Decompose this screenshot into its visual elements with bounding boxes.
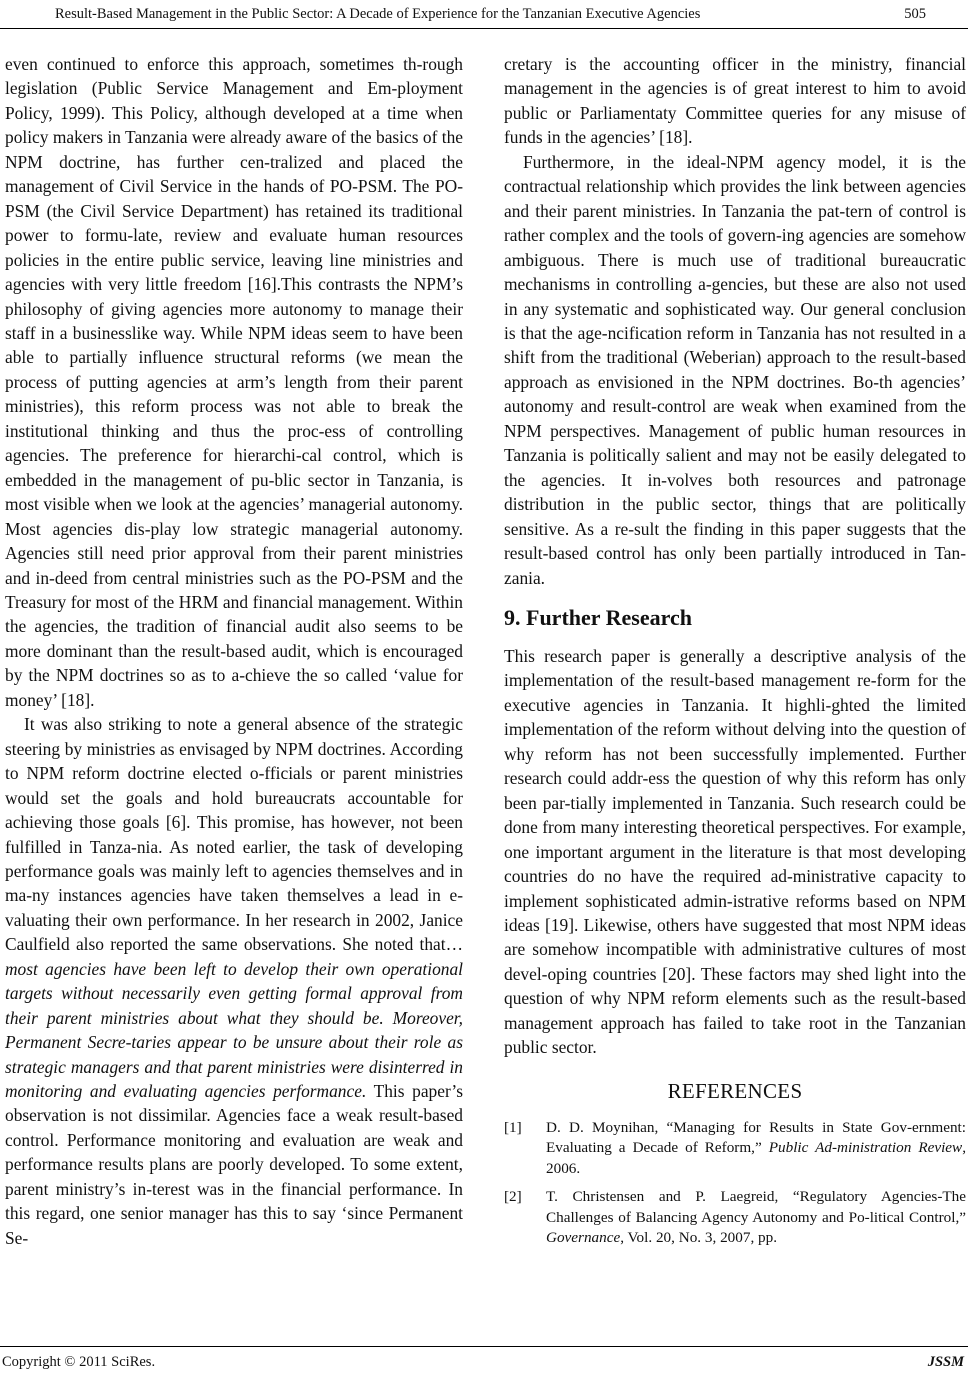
right-column	[504, 52, 966, 1257]
reference-text-part: T. Christensen and P. Laegreid, “Regulatory Agencies-The Challenges of Balancing Agency Autonomy and Po-litical Control,”	[546, 1188, 966, 1226]
reference-journal: Public Ad-ministration Review	[768, 1139, 963, 1157]
reference-text-part: , Vol. 20, No. 3, 2007, pp.	[620, 1229, 778, 1247]
paragraph-right-3: This research paper is generally a descriptive analysis of the implementation of the result-based management re-form for the executive agencies in Tanzania. It highli-ghted the limited implementation of the reform without delving into the question of why reform has not been successfully implemented. Further research could addr-ess the question of why this reform has only been par-tially implemented in Tanzania. Such research could be done from many interesting theoretical perspectives. For example, one important argument in the literature is that most developing countries do no have the required ad-ministrative capacity to implement sophisticated admin-istrative reforms based on NPM ideas [19]. Likewise, others have suggested that most NPM ideas are somehow incompatible with administrative cultures of most devel-oping countries [20]. These factors may shed light into the question of why NPM reform elements such as the result-based management approach has failed to take root in the Tanzanian public sector.	[504, 645, 966, 1058]
copyright-notice: Copyright © 2011 SciRes.	[2, 1354, 156, 1370]
reference-text	[546, 1118, 966, 1180]
paragraph-text: It was also striking to note a general absence of the strategic steering by ministries as envisaged by NPM doctrines. According to NPM reform doctrine elected o-fficials or parent ministries would set the goals and hold bureaucrats accountable for achieving those goals [6]. This promise, has however, not been fulfilled in Tanza-nia. As noted earlier, the task of developing performance goals was mainly left to agencies themselves and in ma-ny instances agencies have taken themselves a lead in e-valuating their own performance. In her research in 2002, Janice Caulfield also reported the same observations. She noted that…	[5, 714, 463, 955]
header-rule	[0, 28, 968, 29]
journal-abbreviation: JSSM	[927, 1354, 964, 1370]
caulfield-quote: most agencies have been left to develop their own operational targets without necessarily even getting formal approval from their parent ministries about what they should be. Moreover, Permanent Secre-taries appear to be unsure about their role as strategic managers and that parent ministries were disinterred in monitoring and evaluating agencies performance.	[5, 958, 463, 1102]
left-column	[5, 52, 463, 1250]
paragraph-right-2: Furthermore, in the ideal-NPM agency model, it is the contractual relationship which provides the link between agencies and their parent ministries. In Tanzania the pat-tern of control is rather complex and the tools of govern-ing agencies are somehow ambiguous. There is much use of traditional bureaucratic mechanisms in controlling a-gencies, but these are also not used in any systematic and sophisticated way. Our general conclusion is that the age-ncification reform in Tanzania has not resulted in a shift from the traditional (Weberian) approach to the result-based approach as envisioned in the NPM doctrines. Bo-th agencies’ autonomy and result-control are weak when examined from the NPM perspectives. Management of public human resources in Tanzania is politically salient and may not be easily delegated to the agencies. It in-volves both resources and patronage distribution in the public sector, things that are politically sensitive. As a re-sult the finding in this paper suggests that the result-based control has only been partially introduced in Tan-zania.	[504, 151, 966, 588]
reference-text-part: , 2006.	[546, 1139, 966, 1177]
reference-item	[504, 1187, 966, 1249]
page-number: 505	[904, 6, 926, 22]
paragraph-text: This paper’s observation is not dissimilar. Agencies face a weak result-based control. Performance monitoring and evaluation are weak and performance results plans are poorly developed. To some extent, parent ministry’s in-terest was in the financial performance. In this regard, one senior manager has this to say ‘since Permanent Se-	[5, 1081, 463, 1248]
reference-number: [2]	[504, 1188, 522, 1206]
paragraph-left-2	[5, 712, 463, 1250]
reference-journal: Governance	[546, 1229, 621, 1247]
section-heading: 9. Further Research	[504, 604, 692, 630]
paragraph-right-1: cretary is the accounting officer in the ministry, financial management in the agencies is of great interest to him to avoid public or Parliamentaty Committee queries for any misuse of funds in the agencies’ [18].	[504, 54, 966, 148]
reference-item	[504, 1118, 966, 1180]
reference-number: [1]	[504, 1118, 522, 1136]
reference-text	[546, 1187, 966, 1249]
running-header	[0, 0, 968, 30]
references-heading: REFERENCES	[667, 1078, 803, 1103]
paragraph-left-1: even continued to enforce this approach, sometimes th-rough legislation (Public Service Management and Em-ployment Policy, 1999). This Policy, although developed at a time when policy makers in Tanzania were already aware of the basics of the NPM doctrine, has further cen-tralized and placed the management of Civil Service in the hands of PO-PSM. The PO-PSM (the Civil Service Department) has retained its traditional power to formu-late, review and evaluate human resources policies in the entire public service, leaving line ministries and agencies with very little freedom [16].This contrasts the NPM’s philosophy of giving agencies more autonomy to manage their staff in a businesslike way. While NPM ideas seem to have been able to partially influence structural reforms (we mean the process of putting agencies at arm’s length from their parent ministries), this reform process was not able to break the institutional thinking and thus the proc-ess of controlling agencies. The preference for hierarchi-cal control, which is embedded in the management of pu-blic sector in Tanzania, is most visible when we look at the agencies’ managerial autonomy. Most agencies dis-play low strategic managerial autonomy. Agencies still need prior approval from their parent ministries and in-deed from central ministries such as the PO-PSM and the Treasury for most of the HRM and financial management. Within the agencies, the tradition of financial audit also seems to be more dominant than the result-based audit, which is encouraged by the NPM doctrines so as to a-chieve the so called ‘value for money’ [18].	[5, 54, 463, 710]
reference-text-part: D. D. Moynihan, “Managing for Results in State Gov-ernment: Evaluating a Decade of Reform,”	[546, 1118, 966, 1157]
running-title: Result-Based Management in the Public Sector: A Decade of Experience for the Tanzanian Executive Agencies	[55, 6, 701, 22]
footer-rule	[0, 1346, 968, 1347]
